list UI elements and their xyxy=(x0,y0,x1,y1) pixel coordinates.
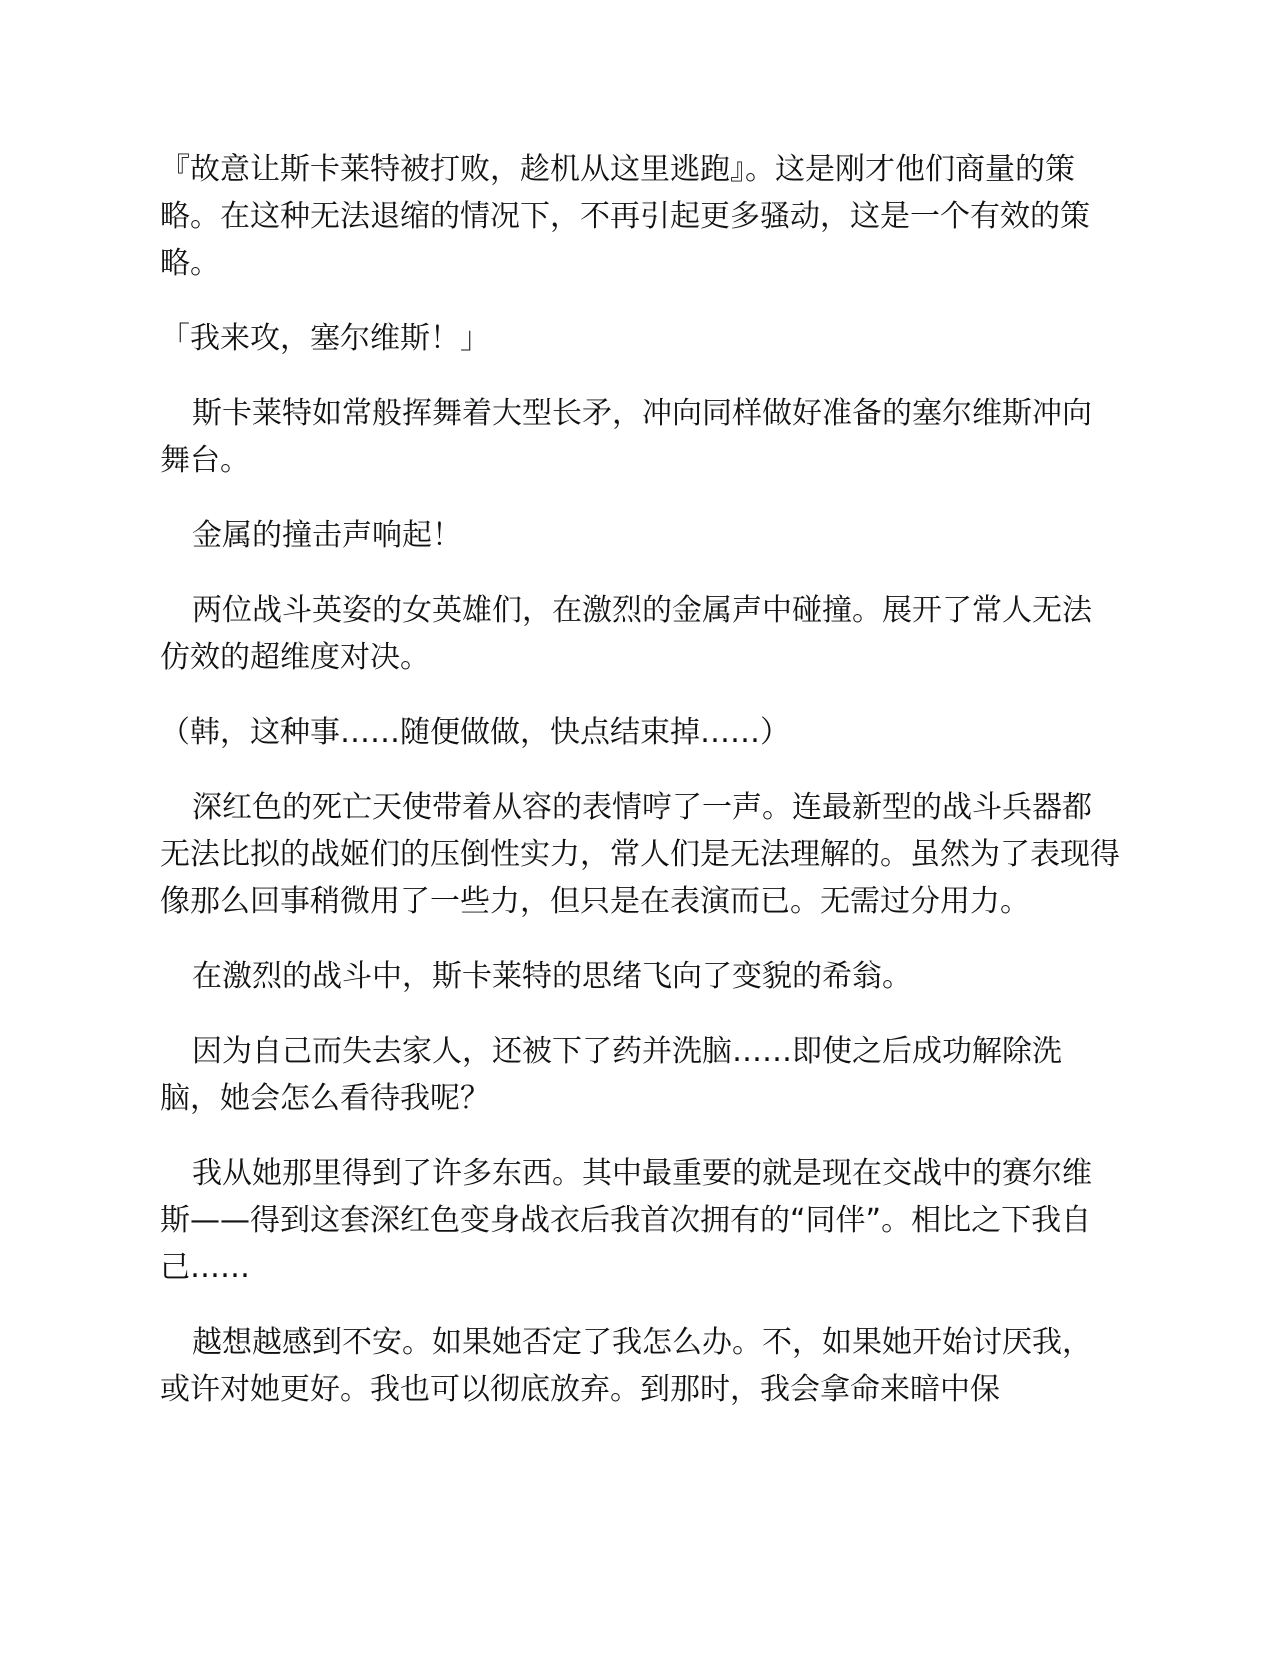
paragraph-1: 『故意让斯卡莱特被打败，趁机从这里逃跑』。这是刚才他们商量的策略。在这种无法退缩的情况下，不再引起更多骚动，这是一个有效的策略。 xyxy=(160,152,1090,281)
paragraph-7: 深红色的死亡天使带着从容的表情哼了一声。连最新型的战斗兵器都无法比拟的战姬们的压倒性实力，常人们是无法理解的。虽然为了表现得像那么回事稍微用了一些力，但只是在表演而已。无需过分用力。 xyxy=(160,790,1120,919)
paragraph-4: 金属的撞击声响起！ xyxy=(192,518,462,553)
paragraph-8: 在激烈的战斗中，斯卡莱特的思绪飞向了变貌的希翁。 xyxy=(192,959,912,994)
text-column xyxy=(160,146,1120,1441)
paragraph-5: 两位战斗英姿的女英雄们，在激烈的金属声中碰撞。展开了常人无法仿效的超维度对决。 xyxy=(160,593,1092,675)
paragraph-9: 因为自己而失去家人，还被下了药并洗脑……即使之后成功解除洗脑，她会怎么看待我呢？ xyxy=(160,1034,1062,1116)
paragraph-6: （韩，这种事……随便做做，快点结束掉……） xyxy=(160,715,790,750)
paragraph-10: 我从她那里得到了许多东西。其中最重要的就是现在交战中的赛尔维斯——得到这套深红色变身战衣后我首次拥有的“同伴”。相比之下我自己…… xyxy=(160,1156,1092,1285)
paragraph-2: 「我来攻，塞尔维斯！」 xyxy=(160,321,490,356)
paragraph-11: 越想越感到不安。如果她否定了我怎么办。不，如果她开始讨厌我，或许对她更好。我也可以彻底放弃。到那时，我会拿命来暗中保 xyxy=(160,1325,1092,1407)
paragraph-3: 斯卡莱特如常般挥舞着大型长矛，冲向同样做好准备的塞尔维斯冲向舞台。 xyxy=(160,396,1092,478)
